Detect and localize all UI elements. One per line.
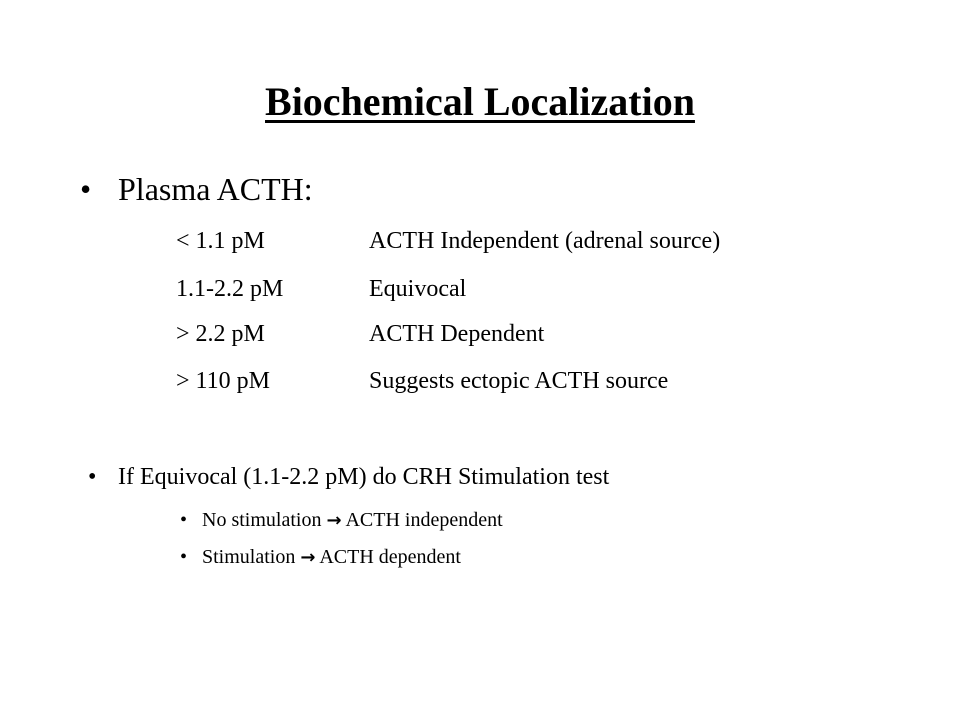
right-arrow-icon: → [300,547,316,568]
subbullet-before: No stimulation [202,509,322,531]
subbullet-before: Stimulation [202,546,296,568]
bullet-marker: • [80,171,92,207]
subbullet-text [202,545,461,570]
bullet-marker: • [88,464,97,490]
subbullet-after: ACTH dependent [319,546,461,568]
slide-title: Biochemical Localization [265,79,695,124]
threshold-range: 1.1-2.2 pM [176,276,284,302]
subbullet-marker: • [180,546,188,568]
threshold-meaning: ACTH Dependent [369,321,545,347]
threshold-range: > 110 pM [176,368,270,394]
bullet-label: If Equivocal (1.1-2.2 pM) do CRH Stimulation test [118,464,610,490]
threshold-meaning: Equivocal [369,276,467,302]
threshold-meaning: ACTH Independent (adrenal source) [369,228,721,254]
subbullet-after: ACTH independent [345,509,503,531]
bullet-label: Plasma ACTH: [118,171,313,207]
threshold-range: > 2.2 pM [176,321,265,347]
threshold-meaning: Suggests ectopic ACTH source [369,368,669,394]
subbullet-marker: • [180,509,188,531]
right-arrow-icon: → [326,510,342,531]
threshold-range: < 1.1 pM [176,228,265,254]
subbullet-text [202,508,503,533]
